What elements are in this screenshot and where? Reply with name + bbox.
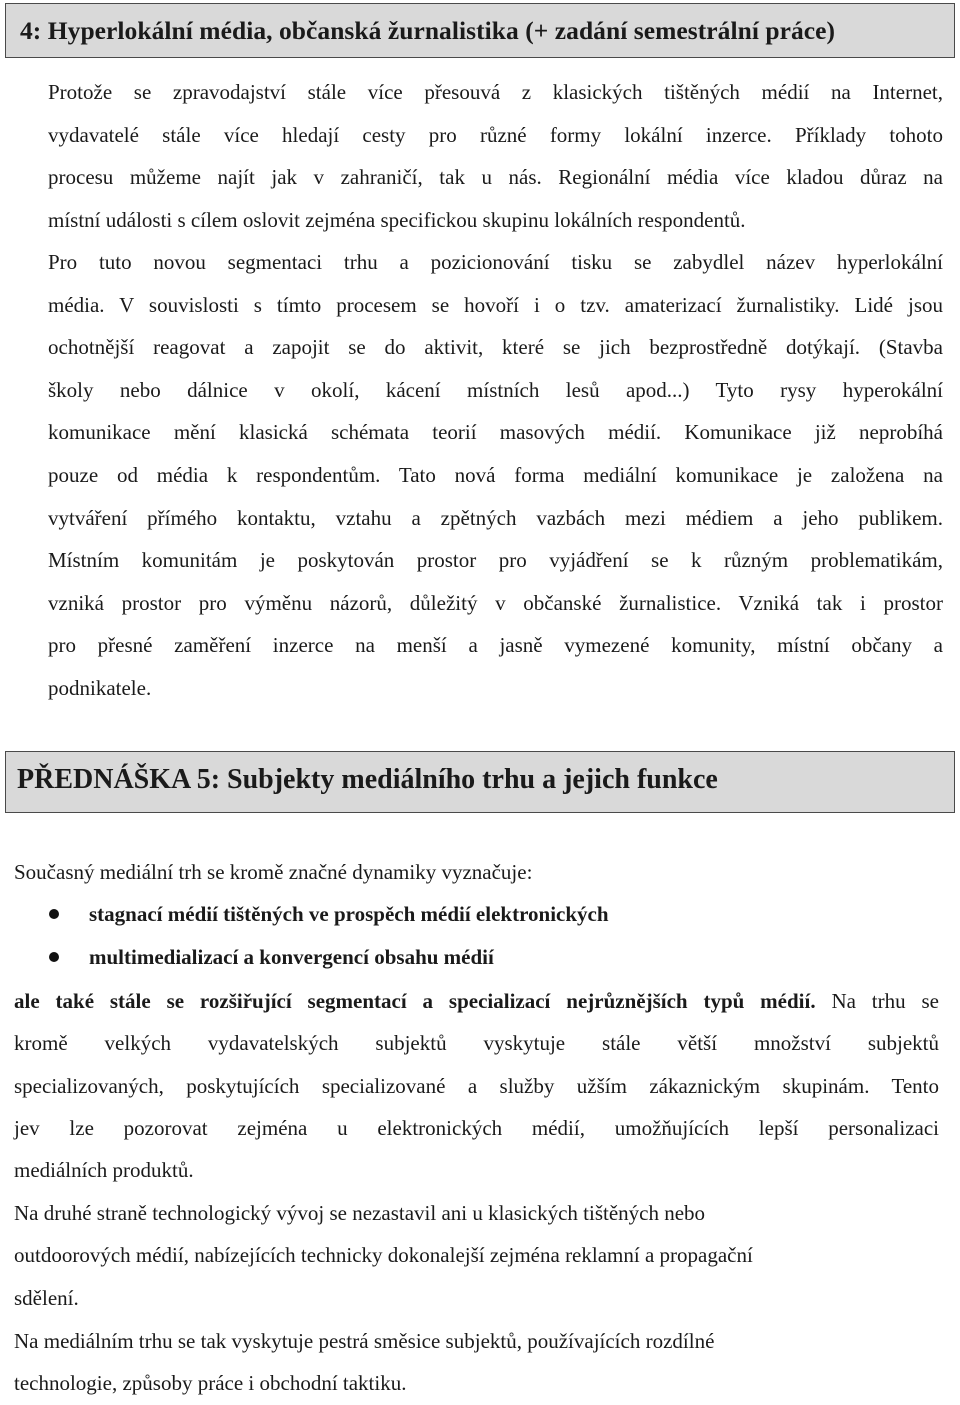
text-line: pro přesné zaměření inzerce na menší a jasně vymezené komunity, místní občany a bbox=[48, 633, 943, 658]
lecture-5-bullet-list bbox=[0, 893, 609, 979]
text-line: školy nebo dálnice v okolí, kácení místních lesů apod...) Tyto rysy hyperokální bbox=[48, 377, 943, 402]
text-line bbox=[14, 980, 939, 1022]
text-line: vzniká prostor pro výměnu názorů, důležitý v občanské žurnalistice. Vzniká tak i prostor bbox=[48, 590, 943, 615]
lecture-5-mix-paragraph bbox=[14, 1320, 939, 1405]
text-line: ochotnější reagovat a zapojit se do aktivit, které se jich bezprostředně dotýkají. (Stavba bbox=[48, 335, 943, 360]
lecture-5-market-paragraph bbox=[14, 980, 939, 1191]
emphasis-text: ale také stále se rozšiřující segmentací a specializací nejrůznějších typů médií. bbox=[14, 989, 816, 1013]
bullet-text: multimedializací a konvergencí obsahu médií bbox=[89, 945, 494, 969]
text-line: Pro tuto novou segmentaci trhu a pozicionování tisku se zabydlel název hyperlokální bbox=[48, 250, 943, 274]
text-line: technologie, způsoby práce i obchodní taktiku. bbox=[14, 1371, 407, 1396]
lecture-5-intro bbox=[14, 852, 914, 892]
text-line: vydavatelé stále více hledají cesty pro různé formy lokální inzerce. Příklady tohoto bbox=[48, 122, 943, 147]
text-line: sdělení. bbox=[14, 1285, 79, 1310]
section-4-heading: 4: Hyperlokální média, občanská žurnalistika (+ zadání semestrální práce) bbox=[20, 16, 836, 45]
text-line: komunikace mění klasická schémata teorií masových médií. Komunikace již neprobíhá bbox=[48, 420, 943, 445]
bullet-icon bbox=[49, 909, 59, 919]
text-line: Protože se zpravodajství stále více přesouvá z klasických tištěných médií na Internet, bbox=[48, 80, 943, 104]
lecture-5-heading: PŘEDNÁŠKA 5: Subjekty mediálního trhu a jejich funkce bbox=[17, 764, 718, 795]
text-line: specializovaných, poskytujících specializované a služby užším zákaznickým skupinám. Tento bbox=[14, 1073, 939, 1098]
lecture-5-heading-box bbox=[5, 751, 955, 813]
lecture-5-technology-paragraph bbox=[14, 1192, 939, 1319]
section-4-paragraph-1 bbox=[48, 71, 943, 241]
text-line: vytváření přímého kontaktu, vztahu a zpětných vazbách mezi médiem a jeho publikem. bbox=[48, 505, 943, 530]
list-item bbox=[0, 893, 609, 936]
text-line: mediálních produktů. bbox=[14, 1158, 194, 1183]
list-item bbox=[0, 936, 609, 979]
text-line: podnikatele. bbox=[48, 675, 152, 700]
text-line: kromě velkých vydavatelských subjektů vyskytuje stále větší množství subjektů bbox=[14, 1031, 939, 1056]
text-line: pouze od média k respondentům. Tato nová forma mediální komunikace je založena na bbox=[48, 462, 943, 487]
text-line: Současný mediální trh se kromě značné dynamiky vyznačuje: bbox=[14, 860, 533, 884]
bullet-text: stagnací médií tištěných ve prospěch médií elektronických bbox=[89, 902, 609, 926]
text-line: místní události s cílem oslovit zejména specifickou skupinu lokálních respondentů. bbox=[48, 207, 746, 232]
text-line: procesu můžeme najít jak v zahraničí, tak u nás. Regionální média více kladou důraz na bbox=[48, 165, 943, 189]
text-line: jev lze pozorovat zejména u elektronických médií, umožňujících lepší personalizaci bbox=[14, 1115, 939, 1140]
section-4-paragraph-2 bbox=[48, 241, 943, 710]
text-line: Místním komunitám je poskytován prostor pro vyjádření se k různým problematikám, bbox=[48, 548, 943, 573]
text-run: Na trhu se bbox=[815, 989, 939, 1013]
bullet-icon bbox=[49, 952, 59, 962]
text-line: outdoorových médií, nabízejících technicky dokonalejší zejména reklamní a propagační bbox=[14, 1243, 753, 1268]
section-4-heading-box bbox=[5, 3, 955, 58]
text-line: Na druhé straně technologický vývoj se nezastavil ani u klasických tištěných nebo bbox=[14, 1201, 706, 1225]
text-line: média. V souvislosti s tímto procesem se hovoří i o tzv. amaterizací žurnalistiky. Lidé jsou bbox=[48, 292, 943, 317]
text-line: Na mediálním trhu se tak vyskytuje pestrá směsice subjektů, používajících rozdílné bbox=[14, 1329, 715, 1353]
